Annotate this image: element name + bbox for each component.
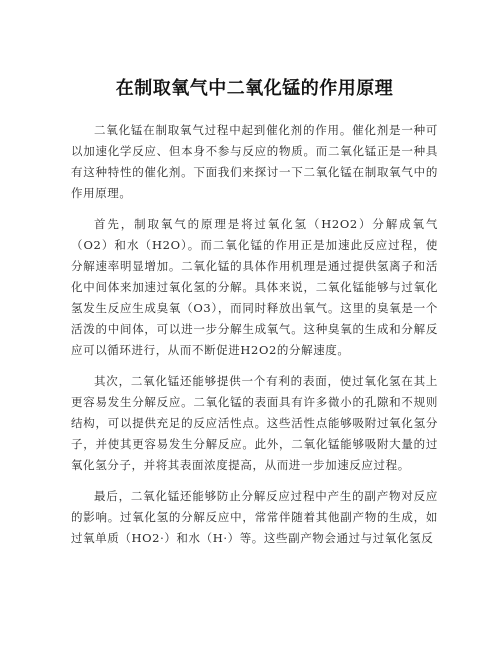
document-title: 在制取氧气中二氧化锰的作用原理 [115,78,394,99]
paragraph-last-point: 最后，二氧化锰还能够防止分解反应过程中产生的副产物对反应的影响。过氧化氢的分解反应中，常常伴随着其他副产物的生成，如过氧单质（HO2·）和水（H·）等。这些副产物会通过与过氧化氢反 [71,489,438,545]
paragraph-first-point: 首先，制取氧气的原理是将过氧化氢（H2O2）分解成氧气（O2）和水（H2O）。而二氧化锰的作用正是加速此反应过程，使分解速率明显增加。二氧化锰的具体作用机理是通过提供氢离子和活化中间体来加速过氧化氢的分解。具体来说，二氧化锰能够与过氧化氢发生反应生成臭氧（O3），而同时释放出氧气。这里的臭氧是一个活泼的中间体，可以进一步分解生成氧气。这种臭氧的生成和分解反应可以循环进行，从而不断促进H2O2的分解速度。 [71,217,438,357]
paragraph-intro: 二氧化锰在制取氧气过程中起到催化剂的作用。催化剂是一种可以加速化学反应、但本身不参与反应的物质。而二氧化锰正是一种具有这种特性的催化剂。下面我们来探讨一下二氧化锰在制取氧气中的作用原理。 [71,123,438,200]
paragraph-second-point: 其次，二氧化锰还能够提供一个有利的表面，使过氧化氢在其上更容易发生分解反应。二氧化锰的表面具有许多微小的孔隙和不规则结构，可以提供充足的反应活性点。这些活性点能够吸附过氧化氢分子，并使其更容易发生分解反应。此外，二氧化锰能够吸附大量的过氧化氢分子，并将其表面浓度提高，从而进一步加速反应过程。 [71,374,438,472]
